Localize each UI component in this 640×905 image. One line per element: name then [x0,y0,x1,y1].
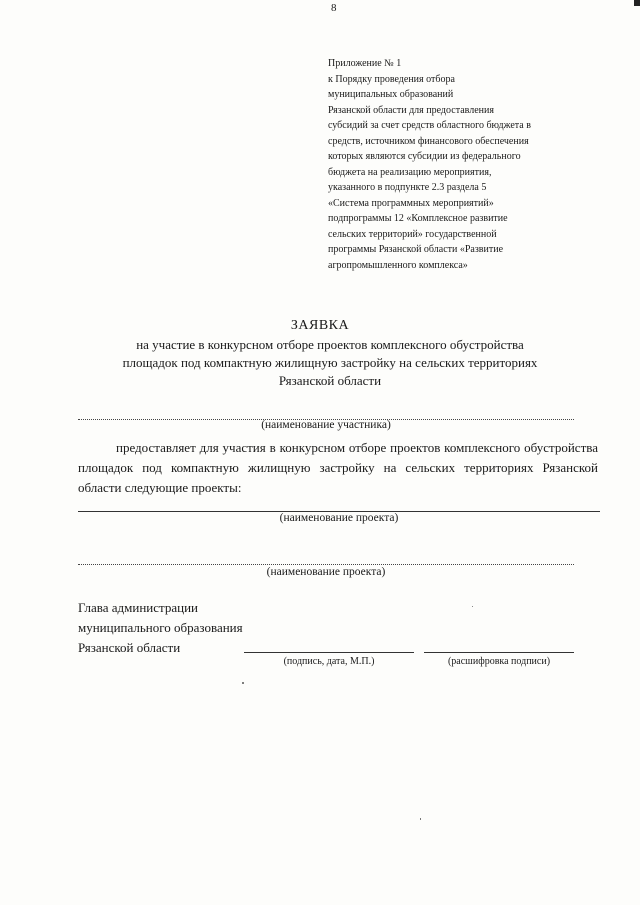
appendix-line: Рязанской области для предоставления [328,104,494,116]
subtitle-line: Рязанской области [278,373,382,388]
appendix-line: субсидий за счет средств областного бюджета в [328,120,531,131]
project-caption: (наименование проекта) [266,566,386,578]
scan-speck [420,818,421,820]
appendix-line: бюджета на реализацию мероприятия, [328,166,492,178]
scan-speck [472,606,473,607]
appendix-line: агропромышленного комплекса» [328,259,468,271]
scan-speck [242,682,244,684]
appendix-line: к Порядку проведения отбора [328,73,455,85]
project-name-line [78,564,574,565]
appendix-line: подпрограммы 12 «Комплексное развитие [328,213,508,224]
appendix-line: программы Рязанской области «Развитие [328,244,504,255]
appendix-line: средств, источником финансового обеспечения [328,135,529,147]
subtitle-line: на участие в конкурсном отборе проектов комплексного обустройства [136,337,524,352]
signature-line [244,652,414,653]
appendix-note [328,56,628,273]
scan-corner-mark [634,0,640,6]
signer-line: муниципального образования [78,620,243,635]
appendix-line: «Система программных мероприятий» [328,197,494,209]
appendix-line: Приложение № 1 [328,58,402,69]
project-caption: (наименование проекта) [279,512,399,524]
decryption-line [424,652,574,653]
participant-caption: (наименование участника) [261,419,391,431]
signer-line: Глава администрации [78,600,199,615]
signer-block [78,598,243,658]
document-title: ЗАЯВКА [290,318,350,333]
appendix-line: сельских территорий» государственной [328,228,497,240]
document-subtitle [60,336,600,390]
appendix-line: которых являются субсидии из федерального [328,151,521,162]
signer-line: Рязанской области [78,640,181,655]
decryption-caption: (расшифровка подписи) [447,656,551,667]
subtitle-line: площадок под компактную жилищную застройку на сельских территориях [122,355,538,370]
page-number: 8 [331,2,337,14]
appendix-line: муниципальных образований [328,89,454,100]
appendix-line: указанного в подпункте 2.3 раздела 5 [328,182,487,193]
body-text: предоставляет для участия в конкурсном отборе проектов комплексного обустройства площадок под компактную жилищную застройку на сельских территориях Рязанской области следующие проекты: [78,440,598,495]
signature-caption: (подпись, дата, М.П.) [283,656,375,667]
